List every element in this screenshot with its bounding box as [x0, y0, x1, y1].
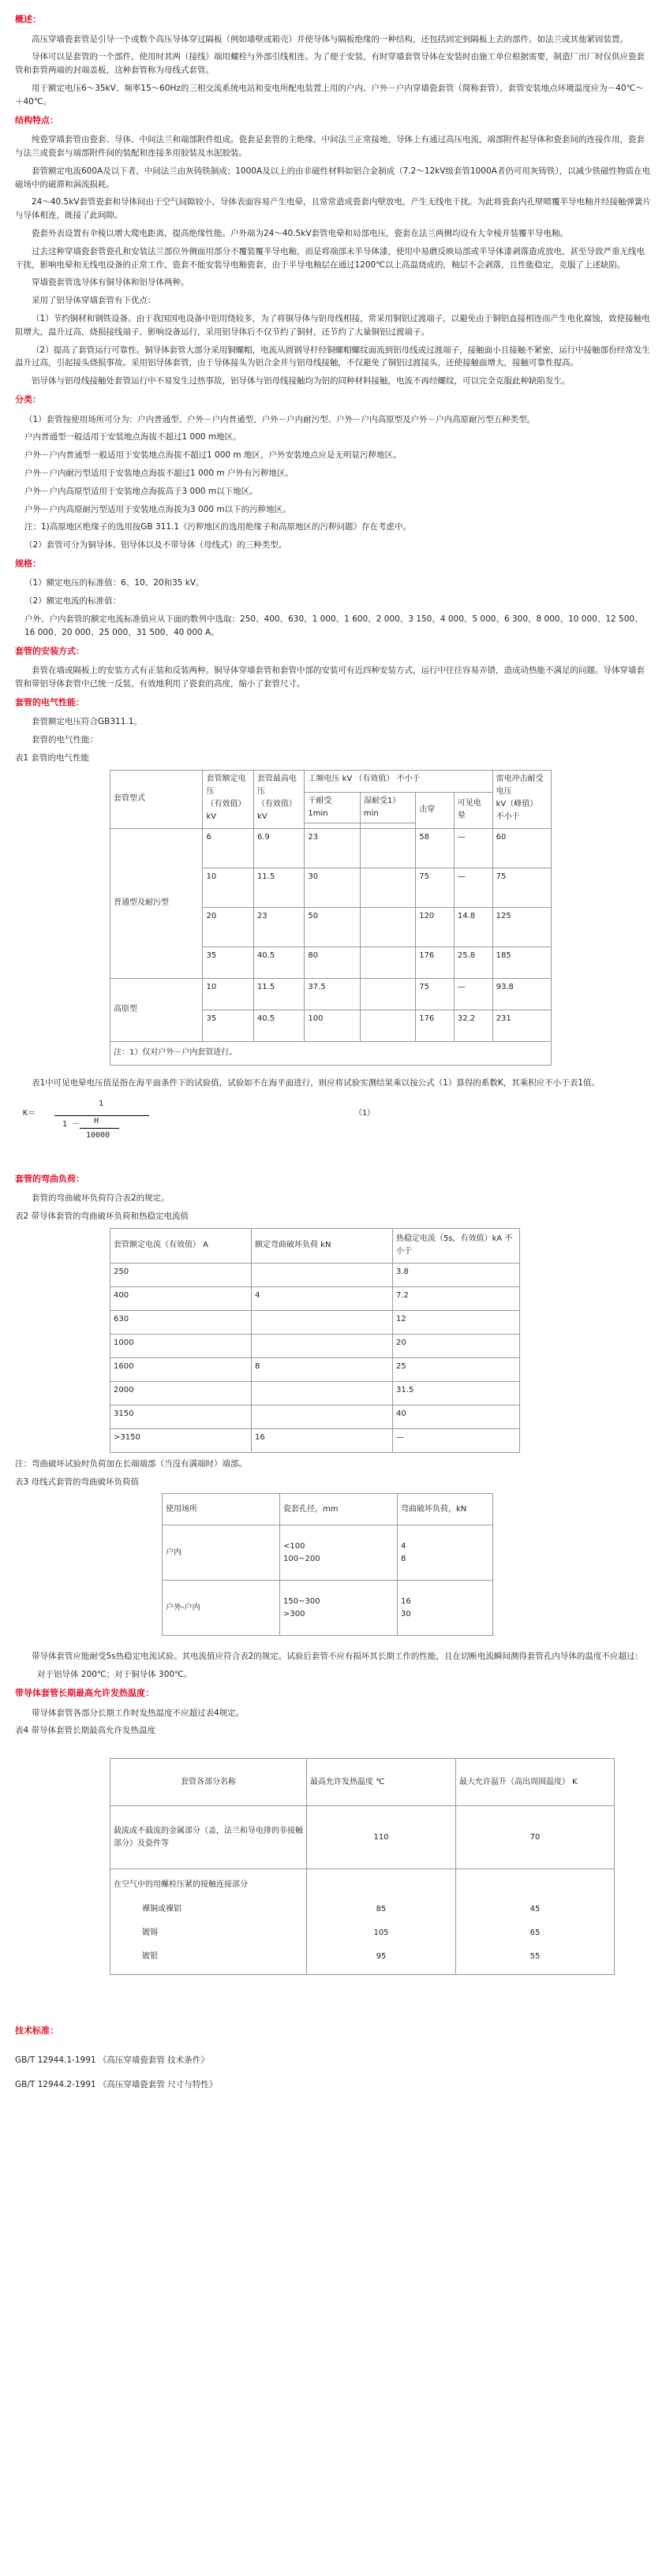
section-heading-electrical: 套管的电气性能：	[15, 696, 84, 707]
header: 使用场所	[163, 1494, 280, 1525]
cell: 6.9	[253, 828, 304, 868]
temperature-table	[110, 1758, 615, 1975]
cell: 3150	[110, 1405, 252, 1428]
structure-paragraph: 铝导体与铝母线接触处套管运行中不易发生过热事故，铝导体与铝母线接触均为铝的同种材料接触，电流不再经螺纹，可以完全克服此种缺陷发生。	[32, 376, 571, 386]
cell: 93.8	[492, 978, 551, 1010]
cell: 16	[252, 1428, 393, 1452]
install-paragraph: 套管在墙或隔板上的安装方式有正装和反装两种。铜导体穿墙套管和套管中部的安装可有近四种安装方式，运行中往往容易弄错，造成动热能不满足的问题。导体穿墙套管和带铝导体套管中已统一反装，有效地利用了瓷套的高度，缩小了套管尺寸。	[15, 666, 645, 689]
cell: 70	[456, 1806, 615, 1869]
cell	[360, 946, 415, 978]
header: 热稳定电流（5s，有效值）kA 不小于	[393, 1228, 520, 1263]
cell: 20	[393, 1334, 520, 1357]
bending-paragraph: 套管的弯曲破坏负荷符合表2的规定。	[32, 1193, 170, 1204]
thermal-paragraph: 对于铝导体 200℃；对于铜导体 300℃。	[37, 1670, 193, 1680]
cell: 75	[492, 868, 551, 907]
cell: 1000	[110, 1334, 252, 1357]
structure-paragraph: 瓷套外表设置有伞棱以增大爬电距离，提高绝缘性能。户外端为24～40.5kV套管电晕和局部电压，瓷套在法兰两侧均设有大伞棱并装覆半导电釉。	[32, 228, 569, 238]
header-breakdown: 击穿	[416, 792, 455, 828]
cell: 10	[203, 978, 253, 1010]
cell: 裸铜或裸铝	[110, 1901, 307, 1925]
structure-paragraph: （2）提高了套管运行可靠性。铜导体套管大部分采用铜螺帽，电流从圆钢导杆经铜螺帽螺纹面流到铝母线或过渡端子，接触面小且接触不紧密，运行中接触部份经常发生温升过高，引起接头烧损事故。采用铝导体套管，由于导体接头为铝合金并与铝母线接触，不仅避免了铜铝过渡接头，还使接触面增大，接触可靠性提高。	[15, 345, 650, 368]
structure-paragraph: 采用了铝导体穿墙套管有下优点：	[32, 296, 156, 306]
formula-numerator: 1	[99, 1099, 104, 1108]
cell: 3.8	[393, 1263, 520, 1286]
header-type: 套管型式	[110, 770, 203, 828]
cell	[252, 1310, 393, 1334]
overview-paragraph: 高压穿墙瓷套管是引导一个或数个高压导体穿过隔板（例如墙壁或箱壳）并使导体与隔板绝缘的一种结构，还包括固定到隔板上去的部件。如法兰或其他紧固装置。	[32, 34, 628, 44]
electrical-paragraph: 套管额定电压符合GB311.1。	[32, 717, 142, 727]
cell: 50	[305, 907, 360, 946]
formula-inner-line	[80, 1128, 119, 1129]
cell: 105	[307, 1925, 456, 1948]
cell: 载流或不载流的金属部分（盖，法兰和导电排的非接触部分）及瓷件等	[110, 1806, 307, 1869]
cell	[252, 1334, 393, 1357]
cell	[360, 828, 415, 868]
cell: 65	[456, 1925, 615, 1948]
header-power-freq: 工频电压 kV （有效值） 不小于	[305, 770, 492, 792]
cell	[360, 907, 415, 946]
cell: 125	[492, 907, 551, 946]
specs-paragraph: （2）额定电流的标准值：	[24, 596, 122, 607]
cell: 35	[203, 1010, 253, 1041]
header: 瓷套孔径，mm	[280, 1494, 398, 1525]
cell: 630	[110, 1310, 252, 1334]
cell: 23	[253, 907, 304, 946]
cell: 31.5	[393, 1381, 520, 1405]
cell: 45	[456, 1901, 615, 1925]
cell	[252, 1405, 393, 1428]
cell: —	[454, 828, 492, 868]
overview-paragraph: 导体可以是套管的一个部件，使用时其两（接线）端用螺栓与外部引线相连。为了便于安装，有时穿墙套管导体在安装时由施工单位根据需要，制造厂出厂时仅供应瓷套管和套管两端的封端盖板，这种套管称为母线式套管。	[15, 52, 645, 76]
cell: 10	[203, 868, 253, 907]
table-caption: 表2 带导体套管的弯曲破坏负荷和热稳定电流值	[15, 1211, 189, 1222]
cell: 40	[393, 1405, 520, 1428]
cell: <100 100~200	[280, 1525, 398, 1581]
section-heading-structure: 结构特点：	[15, 114, 58, 125]
section-heading-standards: 技术标准：	[15, 2025, 58, 2037]
cell: —	[393, 1428, 520, 1452]
header-impulse: 雷电冲击耐受电压 kV（峰值） 不小于	[492, 770, 551, 828]
classification-paragraph: 注：1)高原地区绝缘子的选用按GB 311.1《污秽地区的选用绝缘子和高原地区的污秽问题》存在考虑中。	[24, 522, 412, 532]
thermal-paragraph: 带导体套管各部分长期工作时发热温度不应超过表4规定。	[32, 1708, 245, 1718]
cell: 400	[110, 1286, 252, 1310]
cell	[360, 1010, 415, 1041]
structure-paragraph: 穿墙瓷套管选导体有铜导体和铝导体两种。	[32, 278, 189, 288]
cell: 2000	[110, 1381, 252, 1405]
cell: 58	[416, 828, 455, 868]
cell: 8	[252, 1357, 393, 1381]
cell: 在空气中的用螺栓压紧的接触连接部分	[110, 1869, 307, 1901]
cell: 11.5	[253, 978, 304, 1010]
electrical-paragraph: 套管的电气性能：	[32, 735, 98, 745]
cell: 30	[305, 868, 360, 907]
table-caption: 表1 套管的电气性能	[15, 753, 90, 763]
header: 弯曲破坏负荷，kN	[398, 1494, 493, 1525]
header: 额定弯曲破坏负荷 kN	[252, 1228, 393, 1263]
cell: 75	[416, 978, 455, 1010]
section-heading-thermal: 带导体套管长期最高允许发热温度：	[15, 1688, 154, 1699]
classification-paragraph: 户外－户内耐污型适用于安装地点海拔不超过1 000 m 户外有污秽地区。	[24, 468, 294, 478]
header-rated-voltage: 套管额定电压 （有效值） kV	[203, 770, 253, 828]
structure-paragraph: 纯瓷穿墙套管由瓷套、导体、中间法兰和端部附件组成。瓷套是套管的主绝缘，中间法兰正常接地，导体上有通过高压电流，端部附件起导体和瓷套间的连接作用，瓷套与法兰或瓷套与端部附件间的装配和连接多用胶装及水泥胶装。	[15, 135, 645, 158]
cell: 176	[416, 946, 455, 978]
header: 套管额定电流（有效值） A	[110, 1228, 252, 1263]
header-max-voltage: 套管最高电压 （有效值） kV	[253, 770, 304, 828]
formula-number: （1）	[354, 1108, 376, 1118]
classification-paragraph: 户外－户内高原型适用于安装地点海拔高于3 000 m以下地区。	[24, 486, 258, 496]
section-heading-specs: 规格：	[15, 558, 41, 569]
cell: 176	[416, 1010, 455, 1041]
cell: 80	[305, 946, 360, 978]
header: 最大允许温升（高出周围温度） K	[456, 1759, 615, 1806]
cell: —	[454, 868, 492, 907]
formula-k	[23, 1098, 651, 1161]
cell: 40.5	[253, 1010, 304, 1041]
cell	[252, 1381, 393, 1405]
cell: 75	[416, 868, 455, 907]
formula-k-label: K＝	[23, 1108, 36, 1118]
thermal-paragraph: 带导体套管应能耐受5s热稳定电流试验。其电流值应符合表2的规定。试验后套管不应有损坏其长期工作的性能，且在切断电流瞬间测得套管孔内导体的温度不应超过：	[32, 1652, 643, 1662]
cell: >3150	[110, 1428, 252, 1452]
header-wet: 湿耐受1） min	[360, 792, 415, 823]
cell: —	[454, 978, 492, 1010]
formula-fraction-line	[54, 1115, 149, 1116]
header-visible-corona: 可见电晕	[454, 792, 492, 828]
structure-paragraph: 24～40.5kV套管瓷套和导体间由于空气间隙较小，导体表面容易产生电晕，且常常造成瓷套内壁放电，产生无线电干扰。为此将瓷套内孔壁喷覆半导电釉并经接触弹簧片与导体相连，既接了此间隙。	[15, 197, 651, 221]
standard-item: GB/T 12944.2-1991 《高压穿墙瓷套管 尺寸与特性》	[15, 2079, 218, 2089]
cell	[360, 978, 415, 1010]
structure-paragraph: （1）节约铜材和钢铁设备。由于我国国电设备中铝用绕较多，为了将铜导体与铝母线相接，常采用铜铝过渡端子，以避免由于铜铝直接相连而产生电化腐蚀，致使接触电阻增大，温升过高，烧损接线端子，影响设备运行，采用铝导体后不仅节约了铜材，还节约了大量铜铝过渡端子。	[15, 313, 650, 337]
group-normal: 普通型及耐污型	[110, 828, 203, 978]
table-caption: 表4 带导体套管长期最高允许发热温度	[15, 1726, 156, 1736]
cell	[360, 868, 415, 907]
cell: 16 30	[398, 1581, 493, 1636]
formula-inner-denominator: 10000	[86, 1130, 110, 1140]
cell: 85	[307, 1901, 456, 1925]
cell: 6	[203, 828, 253, 868]
formula-denominator: 1 －	[62, 1119, 80, 1129]
cell: 40.5	[253, 946, 304, 978]
cell: 35	[203, 946, 253, 978]
cell	[252, 1263, 393, 1286]
group-plateau: 高原型	[110, 978, 203, 1041]
classification-paragraph: 户内普通型一般适用于安装地点海拔不超过1 000 m地区。	[24, 432, 241, 442]
header: 套管各部分名称	[110, 1759, 307, 1806]
document-page	[15, 0, 651, 2091]
classification-paragraph: 户外－户内普通型一般适用于安装地点海拔不超过1 000 m 地区，户外安装地点应是无明显污秽地区。	[24, 450, 402, 461]
cell: 20	[203, 907, 253, 946]
cell: 户外-户内	[163, 1581, 280, 1636]
header: 最高允许发热温度 ℃	[307, 1759, 456, 1806]
electrical-after-paragraph: 表1中可见电晕电压值是指在海平面条件下的试验值，试验如不在海平面进行，则应将试验实测结果乘以按公式（1）算得的系数K，其乘积应不小于表1值。	[32, 1077, 600, 1088]
classification-paragraph: （2）套管可分为铜导体、铝导体以及不带导体（母线式）的三种类型。	[24, 540, 287, 551]
cell: 镀锡	[110, 1925, 307, 1948]
formula-h: H	[94, 1116, 99, 1126]
cell: 23	[305, 828, 360, 868]
structure-paragraph: 过去这种穿墙瓷套管瓷孔和安装法兰部位外侧面用部分不覆装覆半导电釉，而是将端部未半导体漆，使用中易磨反映局部或半导体漆剥落造成放电，甚至导致严重无线电干扰，影响电晕和无线电设备的正常工作，瓷套不能安装导电釉瓷套，由于半导电釉层在通过1200℃以上高温烧成的，釉层不会剥落，且性能稳定，克服了上述缺陷。	[15, 246, 645, 270]
cell: 37.5	[305, 978, 360, 1010]
section-heading-classification: 分类：	[15, 394, 41, 405]
cell: 12	[393, 1310, 520, 1334]
cell: 4	[252, 1286, 393, 1310]
cell: 镀银	[110, 1948, 307, 1975]
cell: 1600	[110, 1357, 252, 1381]
cell: 4 8	[398, 1525, 493, 1581]
table-caption: 表3 母线式套管的弯曲破坏负荷值	[15, 1477, 140, 1487]
cell: 11.5	[253, 868, 304, 907]
section-heading-install: 套管的安装方式：	[15, 645, 84, 656]
table-note: 注：弯曲破坏试验时负荷加在长端端部（当没有满端时）端部。	[15, 1458, 247, 1469]
structure-paragraph: 套管额定电流600A及以下者，中间法兰由灰铸铁制成；1000A及以上的由非磁性材料如铝合金制成（7.2～12kV级套管1000A者仍可用灰铸铁），以减少铁磁性物质在电磁场中的磁滞和涡流损耗。	[15, 166, 651, 189]
table-note: 注：1）仅对户外－户内套管进行。	[110, 1041, 552, 1065]
specs-paragraph: 户外、户内套管的额定电流标准值应从下面的数列中选取：250、400、630、1 000、1 600、2 000、3 150、4 000、5 000、6 300、8 000、10 000、12 500、16 000、20 000、25 000、31 500、40 000 A。	[24, 614, 643, 637]
classification-paragraph: （1）套管按使用场所可分为：户内普通型、户外－户内普通型、户外－户内耐污型、户外－户内高原型及户外－户内高原耐污型五种类型。	[24, 414, 536, 424]
cell: 60	[492, 828, 551, 868]
cell: 95	[307, 1948, 456, 1975]
standard-item: GB/T 12944.1-1991 《高压穿墙瓷套管 技术条件》	[15, 2055, 209, 2065]
standards-list	[15, 2054, 651, 2092]
cell: 55	[456, 1948, 615, 1975]
busbar-table	[162, 1493, 493, 1636]
cell: 100	[305, 1010, 360, 1041]
overview-paragraph: 用于额定电压6～35kV、频率15～60Hz的三相交流系统电站和变电所配电装置上用的户内、户外－户内穿墙瓷套管（简称套管），套管安装地点环境温度应为－40℃～＋40℃。	[15, 83, 644, 106]
header-dry: 干耐受 1min	[305, 792, 360, 823]
cell: 185	[492, 946, 551, 978]
bending-table	[110, 1228, 520, 1453]
cell: 25	[393, 1357, 520, 1381]
cell: 7.2	[393, 1286, 520, 1310]
electrical-table	[110, 770, 552, 1066]
cell: 250	[110, 1263, 252, 1286]
cell: 32.2	[454, 1010, 492, 1041]
cell: 150~300 >300	[280, 1581, 398, 1636]
cell: 25.8	[454, 946, 492, 978]
cell: 户内	[163, 1525, 280, 1581]
cell: 231	[492, 1010, 551, 1041]
specs-paragraph: （1）额定电压的标准值：6、10、20和35 kV。	[24, 578, 204, 588]
classification-paragraph: 户外－户内高原耐污型适用于安装地点海拔为3 000 m以下的污秽地区。	[24, 504, 291, 514]
section-heading-overview: 概述：	[15, 14, 41, 24]
cell: 120	[416, 907, 455, 946]
cell: 110	[307, 1806, 456, 1869]
cell: 14.8	[454, 907, 492, 946]
section-heading-bending: 套管的弯曲负荷：	[15, 1173, 84, 1184]
